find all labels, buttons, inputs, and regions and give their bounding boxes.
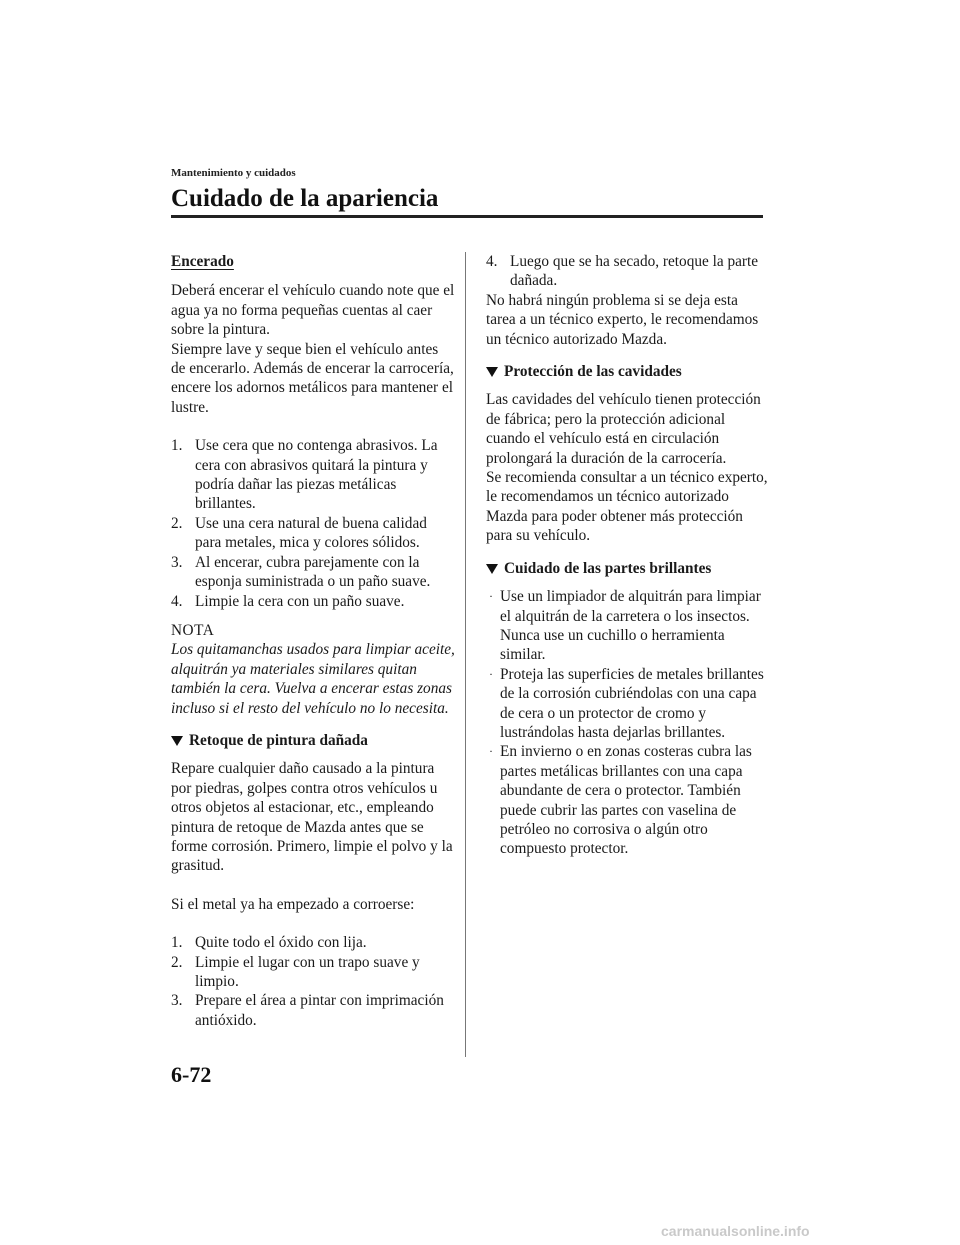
retoque-steps <box>171 933 456 1030</box>
triangle-down-icon <box>486 564 498 574</box>
section-label: Mantenimiento y cuidados <box>171 167 296 179</box>
page-number: 6-72 <box>171 1062 212 1087</box>
page-header <box>171 166 763 214</box>
retoque-heading: Retoque de pintura dañada <box>171 731 456 750</box>
page-title: Cuidado de la apariencia <box>171 185 439 212</box>
header-rule <box>171 215 763 218</box>
list-item: 2. Limpie el lugar con un trapo suave y limpio. <box>171 953 420 990</box>
encerado-paragraph-2: Siempre lave y seque bien el vehículo antes de encerarlo. Además de encerar la carrocería, encere los adornos metálicos para mantener el lustre. <box>171 340 454 416</box>
retoque-paragraph-1: Repare cualquier daño causado a la pintura por piedras, golpes contra otros vehículos u otros objetos al estacionar, etc., empleando pintura de retoque de Mazda antes que se forme corrosión. Primero, limpie el polvo y la grasitud. <box>171 760 453 875</box>
bullet-icon: · <box>489 589 493 604</box>
note-title: NOTA <box>171 621 215 639</box>
note-text: Los quitamanchas usados para limpiar aceite, alquitrán ya materiales similares quitan también la cera. Vuelva a encerar estas zonas incluso si el resto del vehículo no lo necesita. <box>171 641 455 717</box>
triangle-down-icon <box>486 367 498 377</box>
left-column <box>171 252 456 1030</box>
retoque-steps-continued <box>486 252 771 291</box>
list-item: 3. Prepare el área a pintar con imprimación antióxido. <box>171 992 444 1029</box>
list-item: · Use un limpiador de alquitrán para limpiar el alquitrán de la carretera o los insectos. Nunca use un cuchillo o herramienta similar. <box>489 588 761 664</box>
list-item: 4. Luego que se ha secado, retoque la parte dañada. <box>486 253 759 290</box>
list-item: 1. Quite todo el óxido con lija. <box>171 934 367 952</box>
right-column <box>486 252 771 859</box>
column-divider <box>465 252 466 1057</box>
encerado-steps <box>171 436 456 611</box>
list-item: 4. Limpie la cera con un paño suave. <box>171 592 405 610</box>
retoque-after-paragraph: No habrá ningún problema si se deja esta tarea a un técnico experto, le recomendamos un técnico autorizado Mazda. <box>486 291 759 348</box>
retoque-paragraph-2: Si el metal ya ha empezado a corroerse: <box>171 895 415 913</box>
list-item: 2. Use una cera natural de buena calidad para metales, mica y colores sólidos. <box>171 514 427 552</box>
list-item: 1. Use cera que no contenga abrasivos. La cera con abrasivos quitará la pintura y podría dañar las piezas metálicas brillantes. <box>171 437 438 513</box>
bullet-icon: · <box>489 744 493 759</box>
encerado-heading: Encerado <box>171 253 234 270</box>
watermark: carmanualsonline.info <box>661 1223 810 1239</box>
list-item: 3. Al encerar, cubra parejamente con la esponja suministrada o un paño suave. <box>171 553 431 591</box>
cavidades-heading: Protección de las cavidades <box>486 362 771 381</box>
list-item: · Proteja las superficies de metales brillantes de la corrosión cubriéndolas con una capa de cera o un protector de cromo y lustrándolas hasta dejarlas brillantes. <box>489 665 764 741</box>
triangle-down-icon <box>171 736 183 746</box>
brillantes-bullets <box>486 587 771 859</box>
bullet-icon: · <box>489 666 493 681</box>
brillantes-heading: Cuidado de las partes brillantes <box>486 559 771 578</box>
list-item: · En invierno o en zonas costeras cubra las partes metálicas brillantes con una capa abundante de cera o protector. También puede cubrir las partes con vaselina de petróleo no corrosiva o algún otro compuesto protector. <box>489 743 752 858</box>
cavidades-paragraph-1: Las cavidades del vehículo tienen protección de fábrica; pero la protección adicional cuando el vehículo está en circulación prolongará la duración de la carrocería. <box>486 391 761 467</box>
encerado-paragraph-1: Deberá encerar el vehículo cuando note que el agua ya no forma pequeñas cuentas al caer sobre la pintura. <box>171 282 455 339</box>
cavidades-paragraph-2: Se recomienda consultar a un técnico experto, le recomendamos un técnico autorizado Mazda para poder obtener más protección para su vehículo. <box>486 469 768 545</box>
